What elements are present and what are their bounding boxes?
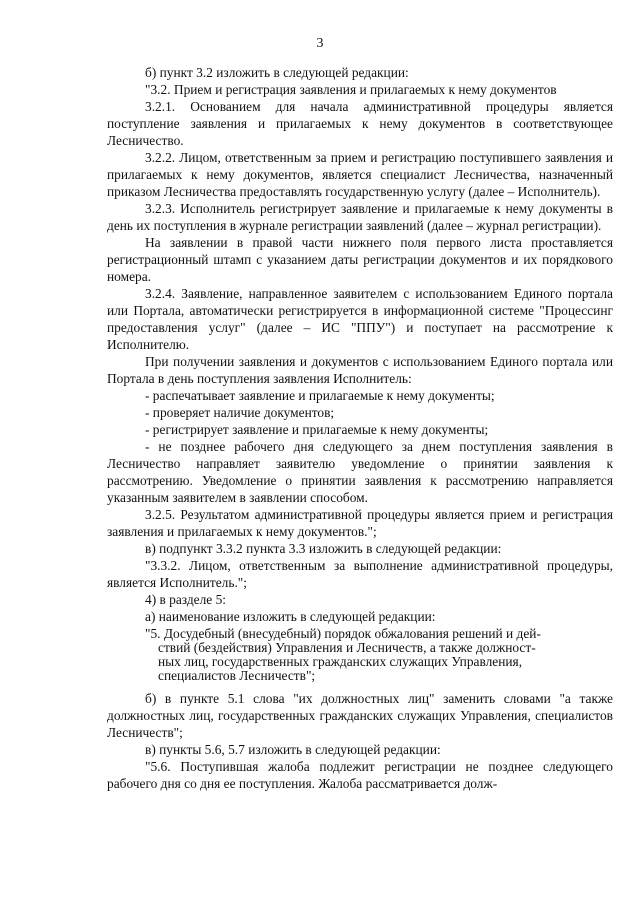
list-item: - не позднее рабочего дня следующего за днем поступления заявления в Лесничество направляет заявителю уведомление о принятии заявления к рассмотрению. Уведомление о принятии заявления к рассмотрению направляется указанным заявителем в заявлении способом.: [107, 439, 613, 505]
paragraph: в) подпункт 3.3.2 пункта 3.3 изложить в следующей редакции:: [145, 541, 502, 556]
paragraph: 3.2.2. Лицом, ответственным за прием и регистрацию поступившего заявления и прилагаемых к нему документов, является специалист Лесничества, назначенный приказом Лесничества предоставлять государственную услугу (далее – Исполнитель).: [107, 150, 613, 199]
section-title-line: специалистов Лесничеств";: [158, 668, 316, 683]
page-number: 3: [316, 36, 324, 51]
paragraph: в) пункты 5.6, 5.7 изложить в следующей редакции:: [145, 742, 441, 757]
paragraph: 4) в разделе 5:: [145, 592, 227, 607]
list-item: - регистрирует заявление и прилагаемые к нему документы;: [145, 422, 489, 437]
section-title-line: "5. Досудебный (внесудебный) порядок обжалования решений и дей-: [145, 626, 541, 641]
paragraph: "3.3.2. Лицом, ответственным за выполнение административной процедуры, является Исполнитель.";: [107, 558, 613, 590]
section-title-line: ных лиц, государственных гражданских служащих Управления,: [158, 654, 523, 669]
section-title-line: ствий (бездействия) Управления и Лесничеств, а также должност-: [158, 640, 536, 655]
paragraph: "5.6. Поступившая жалоба подлежит регистрации не позднее следующего рабочего дня со дня ее поступления. Жалоба рассматривается долж-: [107, 759, 613, 791]
paragraph: На заявлении в правой части нижнего поля первого листа проставляется регистрационный штамп с указанием даты регистрации документов и их порядкового номера.: [107, 235, 613, 284]
paragraph: При получении заявления и документов с использованием Единого портала или Портала в день поступления заявления Исполнитель:: [107, 354, 613, 386]
section-title-quote: [107, 627, 613, 683]
paragraph: б) в пункте 5.1 слова "их должностных лиц" заменить словами "а также должностных лиц, государственных гражданских служащих Управления, специалистов Лесничеств";: [107, 691, 613, 740]
paragraph: 3.2.5. Результатом административной процедуры является прием и регистрация заявления и прилагаемых к нему документов.";: [107, 507, 613, 539]
paragraph: а) наименование изложить в следующей редакции:: [145, 609, 436, 624]
paragraph: б) пункт 3.2 изложить в следующей редакции:: [145, 65, 409, 80]
paragraph: 3.2.1. Основанием для начала административной процедуры является поступление заявления и прилагаемых к нему документов в соответствующее Лесничество.: [107, 99, 613, 148]
paragraph: "3.2. Прием и регистрация заявления и прилагаемых к нему документов: [145, 82, 557, 97]
document-body: [107, 64, 613, 792]
paragraph: 3.2.3. Исполнитель регистрирует заявление и прилагаемые к нему документы в день их поступления в журнале регистрации заявлений (далее – журнал регистрации).: [107, 201, 613, 233]
paragraph: 3.2.4. Заявление, направленное заявителем с использованием Единого портала или Портала, автоматически регистрируется в информационной системе "Процессинг предоставления услуг" (далее – ИС "ППУ") и поступает на рассмотрение к Исполнителю.: [107, 286, 613, 352]
list-item: - проверяет наличие документов;: [145, 405, 335, 420]
list-item: - распечатывает заявление и прилагаемые к нему документы;: [145, 388, 495, 403]
